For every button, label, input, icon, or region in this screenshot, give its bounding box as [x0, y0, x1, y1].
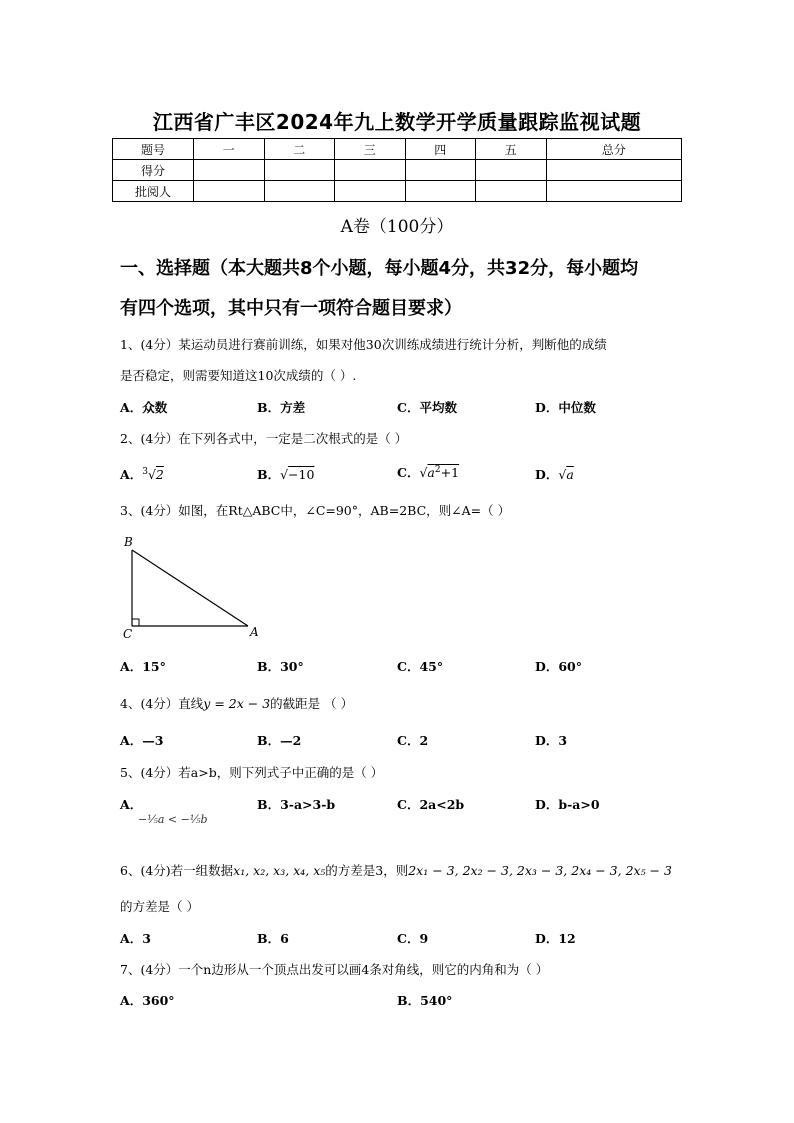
q5-option-a-label: A． [120, 797, 143, 812]
question-2-stem: 2、(4分）在下列各式中，一定是二次根式的是（ ） [120, 431, 408, 446]
q6-option-d: D．12 [535, 931, 576, 946]
table-cell [405, 160, 476, 181]
radicand: a [566, 467, 574, 482]
question-6-line2: 的方差是（ ） [120, 899, 199, 914]
stem-text: 的方差是3，则 [325, 863, 409, 878]
q3-option-b: B．30° [257, 659, 304, 674]
question-7-stem: 7、(4分）一个n边形从一个顶点出发可以画4条对角线，则它的内角和为（ ） [120, 962, 549, 977]
radicand: −10 [288, 467, 315, 482]
data-list: x₁, x₂, x₃, x₄, x₅ [233, 863, 326, 878]
option-label: A． [120, 467, 143, 482]
formula: y = 2x − 3 [203, 696, 271, 711]
q7-option-a: A．360° [120, 993, 175, 1008]
q2-option-c [397, 463, 459, 481]
vertex-label-a: A [250, 625, 259, 639]
table-cell [476, 181, 547, 202]
stem-text: 4、(4分）直线 [120, 696, 204, 711]
q4-option-c: C．2 [397, 733, 429, 748]
q1-option-a: A．众数 [120, 400, 168, 415]
q1-option-b: B．方差 [257, 400, 306, 415]
section-title-line2: 有四个选项，其中只有一项符合题目要求） [120, 298, 462, 319]
table-header-cell: 二 [264, 139, 335, 160]
score-table [112, 138, 682, 202]
root-index: 3 [142, 466, 148, 477]
radical-sign: √ [147, 467, 156, 482]
question-5-stem: 5、(4分）若a>b，则下列式子中正确的是（ ） [120, 765, 384, 780]
radical-sign: √ [419, 465, 428, 480]
table-header-cell: 一 [194, 139, 265, 160]
side-ab [132, 550, 248, 626]
q5-option-a-formula [138, 813, 208, 826]
q3-option-d: D．60° [535, 659, 582, 674]
q2-option-b [257, 465, 314, 483]
q2-option-a [120, 465, 164, 483]
table-cell [335, 181, 406, 202]
table-header-cell: 四 [405, 139, 476, 160]
stem-text: 的截距是 （ ） [270, 696, 354, 711]
table-header-cell: 五 [476, 139, 547, 160]
question-1-line1: 1、(4分）某运动员进行赛前训练，如果对他30次训练成绩进行统计分析，判断他的成绩 [120, 337, 607, 352]
table-row-label: 批阅人 [113, 181, 194, 202]
radicand-tail: +1 [440, 465, 460, 480]
q7-option-b: B．540° [397, 993, 453, 1008]
table-cell [264, 160, 335, 181]
table-cell [476, 160, 547, 181]
formula: −⅕a < −⅕b [138, 813, 208, 826]
q4-option-a: A．—3 [120, 733, 164, 748]
right-angle-mark [132, 619, 139, 626]
radical-sign: √ [280, 467, 289, 482]
exponent: 2 [434, 464, 441, 475]
vertex-label-c: C [123, 627, 133, 641]
table-row [113, 139, 682, 160]
table-cell [405, 181, 476, 202]
table-cell [194, 181, 265, 202]
radicand: a [427, 465, 435, 480]
table-cell [546, 160, 682, 181]
option-label: D． [535, 467, 559, 482]
q1-option-c: C．平均数 [397, 400, 457, 415]
q6-option-c: C．9 [397, 931, 429, 946]
option-label: B． [257, 467, 281, 482]
question-3-stem: 3、(4分）如图，在Rt△ABC中，∠C=90°，AB=2BC，则∠A=（ ） [120, 503, 511, 518]
q5-option-b: B．3-a>3-b [257, 797, 336, 812]
table-header-cell: 题号 [113, 139, 194, 160]
q6-option-b: B．6 [257, 931, 289, 946]
table-header-cell: 三 [335, 139, 406, 160]
option-label: C． [397, 465, 420, 480]
q2-option-d [535, 465, 574, 483]
q3-option-c: C．45° [397, 659, 444, 674]
table-header-cell: 总分 [546, 139, 682, 160]
stem-text: 6、(4分)若一组数据 [120, 863, 234, 878]
question-1-line2: 是否稳定，则需要知道这10次成绩的（ ）. [120, 368, 357, 383]
q4-option-b: B．—2 [257, 733, 302, 748]
q5-option-c: C．2a<2b [397, 797, 465, 812]
section-title-line1: 一、选择题（本大题共8个小题，每小题4分，共32分，每小题均 [120, 258, 639, 279]
q3-option-a: A．15° [120, 659, 166, 674]
section-heading-a: A卷（100分） [340, 217, 454, 237]
vertex-label-b: B [124, 535, 133, 549]
q5-option-d: D．b-a>0 [535, 797, 600, 812]
question-4-stem [120, 694, 353, 712]
table-cell [335, 160, 406, 181]
table-row [113, 160, 682, 181]
formula: 2x₁ − 3, 2x₂ − 3, 2x₃ − 3, 2x₄ − 3, 2x₅ − 3 [408, 863, 672, 878]
radical-sign: √ [558, 467, 567, 482]
table-row-label: 得分 [113, 160, 194, 181]
table-cell [194, 160, 265, 181]
page-title: 江西省广丰区2024年九上数学开学质量跟踪监视试题 [152, 110, 642, 134]
q4-option-d: D．3 [535, 733, 568, 748]
q6-option-a: A．3 [120, 931, 151, 946]
table-row [113, 181, 682, 202]
triangle-figure [115, 530, 275, 645]
table-cell [264, 181, 335, 202]
table-cell [546, 181, 682, 202]
radicand: 2 [155, 467, 164, 482]
q1-option-d: D．中位数 [535, 400, 596, 415]
question-6-line1 [120, 861, 672, 879]
